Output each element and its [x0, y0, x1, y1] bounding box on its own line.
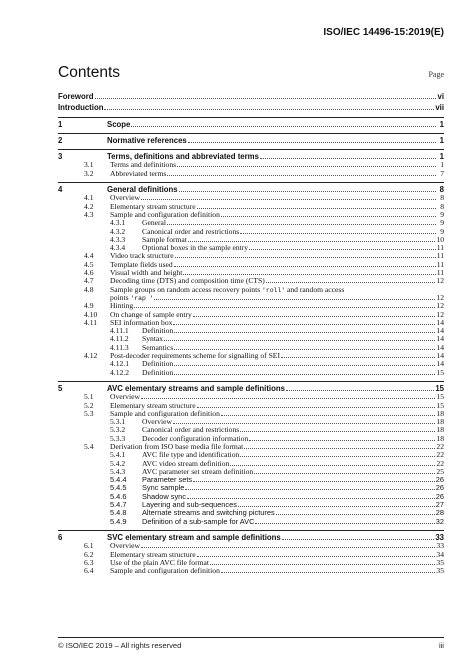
toc-dot-leader: [174, 374, 435, 375]
toc-entry[interactable]: [58, 137, 444, 145]
toc-entry-title-text: SEI information box: [110, 317, 173, 327]
toc-entry-title-text: Sample and configuration definition: [110, 408, 220, 418]
toc-dot-leader: [183, 274, 435, 275]
toc-entry-title-text: Template fields used: [110, 259, 173, 269]
toc-entry-page: 22: [436, 450, 444, 460]
toc-entry-number: 5.4.1: [110, 450, 126, 460]
toc-entry-title: [107, 137, 188, 145]
toc-entry-page: 15: [436, 392, 444, 402]
toc-entry-title-text: Parameter sets: [142, 475, 193, 485]
toc-dot-leader: [134, 307, 435, 308]
toc-dot-leader: [281, 357, 435, 358]
toc-entry-title-text: Elementary stream structure: [110, 549, 196, 559]
toc-dot-leader: [197, 407, 436, 408]
section-divider: [58, 182, 444, 183]
toc-dot-leader: [188, 142, 436, 143]
toc-dot-leader: [173, 324, 435, 325]
toc-entry-title-text: Terms, definitions and abbreviated terms: [107, 152, 259, 162]
toc-entry-number: 4.11.3: [110, 342, 129, 352]
toc-dot-leader: [193, 481, 435, 482]
toc-dot-leader: [276, 514, 435, 515]
toc-entry-title-text: Shadow sync: [142, 491, 186, 501]
toc-entry-page: 18: [436, 408, 444, 418]
toc-entry-number: 5.4.9: [110, 516, 127, 526]
toc-entry-number: 6: [58, 532, 63, 542]
toc-entry-number: 4.9: [84, 301, 94, 311]
toc-dot-leader: [240, 456, 435, 457]
toc-entry-title-text: Elementary stream structure: [110, 400, 196, 410]
toc-entry-title-text: Foreword: [58, 92, 94, 101]
toc-entry-number: 5.4.6: [110, 491, 127, 501]
toc-entry-title-text: Overview: [110, 193, 140, 203]
toc-entry-number: 6.2: [84, 549, 94, 559]
section-divider: [58, 149, 444, 150]
toc-entry-number: 5.3: [84, 408, 94, 418]
toc-dot-leader: [174, 266, 436, 267]
toc-entry-number: 5.4.4: [110, 475, 127, 485]
toc-entry-number: 4.8: [84, 284, 94, 294]
toc-entry-title-text: Video track structure: [110, 251, 174, 261]
toc-entry-number: 5.3.2: [110, 425, 126, 435]
toc-entry[interactable]: [58, 518, 444, 526]
toc-entry-page: 26: [435, 491, 444, 501]
toc-entry-number: 5.4.8: [110, 508, 127, 518]
toc-entry-title-text: Abbreviated terms: [110, 168, 167, 178]
footer-copyright: © ISO/IEC 2019 – All rights reserved: [58, 641, 182, 650]
toc-entry-number: 4.11: [84, 317, 98, 327]
toc-entry-page: 33: [436, 541, 444, 551]
toc-entry-page: 35: [436, 557, 444, 567]
toc-dot-leader: [240, 431, 435, 432]
toc-entry-title-text: Terms and definitions: [110, 160, 177, 170]
toc-dot-leader: [221, 415, 436, 416]
toc-entry-page: 14: [436, 326, 444, 336]
toc-entry-title-text: Alternate streams and switching pictures: [142, 508, 275, 518]
toc-entry-title: [110, 567, 221, 575]
toc-entry-title-text: General: [142, 218, 167, 228]
toc-entry-number: 4.6: [84, 268, 94, 278]
toc-entry-number: 5.4.7: [110, 500, 127, 510]
toc-entry-number: 4.12.2: [110, 367, 129, 377]
toc-entry-page: 1: [439, 119, 444, 129]
toc-entry-page: 25: [436, 466, 444, 476]
toc-entry-title-text: Canonical order and restrictions: [142, 226, 240, 236]
toc-entry-title-text: Hinting: [110, 301, 134, 311]
toc-dot-leader: [221, 572, 436, 573]
toc-dot-leader: [193, 316, 436, 317]
toc-entry-page: 1: [440, 160, 444, 170]
toc-dot-leader: [197, 556, 436, 557]
toc-entry-page: 14: [436, 351, 444, 361]
toc-entry-page: 14: [436, 359, 444, 369]
toc-dot-leader: [238, 506, 435, 507]
toc-entry-number: 2: [58, 135, 63, 145]
toc-entry-title-text: On change of sample entry: [110, 309, 192, 319]
toc-entry-page: 14: [436, 334, 444, 344]
toc-dot-leader: [221, 216, 436, 217]
toc-dot-leader: [95, 98, 436, 99]
toc-entry-title-text: Overview: [142, 417, 172, 427]
toc-entry-title: [142, 518, 255, 526]
toc-entry-number: 4.7: [84, 276, 94, 286]
toc-entry-title-text: Sync sample: [142, 483, 185, 493]
toc-entry-page: 12: [436, 309, 444, 319]
toc-entry-title-text: General definitions: [107, 185, 178, 195]
toc-entry[interactable]: [58, 567, 444, 575]
toc-entry-number: 5.1: [84, 392, 94, 402]
document-id-header: ISO/IEC 14496-15:2019(E): [323, 27, 444, 38]
toc-entry-number: 5.4: [84, 441, 94, 451]
section-divider: [58, 530, 444, 531]
toc-entry[interactable]: [58, 369, 444, 377]
toc-dot-leader: [345, 291, 436, 292]
toc-entry-title: [58, 104, 104, 112]
toc-entry-page: 1: [439, 152, 444, 162]
toc-entry-code: 'roll': [262, 286, 286, 294]
toc-entry-title-text: Overview: [110, 541, 140, 551]
toc-entry-title-text: AVC file type and identification: [142, 450, 240, 460]
toc-entry-page: 12: [436, 292, 444, 302]
toc-entry-page: vi: [437, 92, 444, 101]
toc-entry[interactable]: [58, 104, 444, 112]
toc-dot-leader: [177, 166, 436, 167]
toc-entry-title-text: Decoder configuration information: [142, 433, 249, 443]
toc-entry-page: 9: [440, 218, 444, 228]
toc-entry-number: 4.11.2: [110, 334, 129, 344]
toc-entry-title: [107, 121, 131, 129]
toc-dot-leader: [104, 109, 434, 110]
toc-dot-leader: [185, 489, 434, 490]
toc-entry-number: 5.4.3: [110, 466, 126, 476]
toc-entry-page: 35: [436, 566, 444, 576]
table-of-contents: [58, 93, 444, 575]
toc-entry-number: 5.3.1: [110, 417, 126, 427]
toc-entry-page: 18: [436, 417, 444, 427]
toc-entry-number: 4.3.3: [110, 234, 126, 244]
toc-entry-page: 18: [436, 425, 444, 435]
toc-entry-number: 4.3.2: [110, 226, 126, 236]
toc-entry-title-text: Sample and configuration definition: [110, 209, 220, 219]
toc-entry-title-text: Decoding time (DTS) and composition time (CTS): [110, 276, 265, 286]
toc-dot-leader: [141, 547, 435, 548]
toc-entry-title: [110, 170, 167, 178]
toc-entry-title-text: Definition of a sub-sample for AVC: [142, 516, 255, 526]
toc-entry-code: 'rap ': [130, 294, 154, 302]
toc-dot-leader: [260, 158, 436, 159]
toc-entry-page: 11: [436, 251, 444, 261]
toc-entry-number: 6.3: [84, 557, 94, 567]
toc-entry-page: 12: [436, 301, 444, 311]
toc-entry-page: 8: [440, 193, 444, 203]
toc-dot-leader: [286, 390, 434, 391]
toc-entry[interactable]: [58, 121, 444, 129]
toc-dot-leader: [167, 175, 436, 176]
toc-dot-leader: [266, 282, 436, 283]
toc-dot-leader: [179, 191, 436, 192]
toc-entry-number: 4.5: [84, 259, 94, 269]
toc-entry-page: 32: [435, 516, 444, 526]
toc-dot-leader: [210, 564, 435, 565]
toc-entry[interactable]: [58, 93, 444, 101]
toc-entry-title-text: Definition: [142, 367, 174, 377]
toc-dot-leader: [197, 208, 436, 209]
toc-dot-leader: [282, 539, 435, 540]
toc-entry-page: 22: [436, 441, 444, 451]
toc-entry-title-text: AVC video stream definition: [142, 458, 230, 468]
toc-dot-leader: [174, 332, 435, 333]
page-title: Contents: [58, 64, 121, 81]
toc-entry-title-text: Introduction: [58, 103, 104, 113]
toc-entry-number: 3.1: [84, 160, 94, 170]
toc-entry-number: 4.10: [84, 309, 98, 319]
toc-entry-title-text: Sample groups on random access recovery points: [110, 284, 263, 294]
toc-entry-number: 3.2: [84, 168, 94, 178]
page-column-label: Page: [428, 70, 444, 79]
footer-divider: [58, 637, 444, 638]
toc-entry-page: 8: [440, 201, 444, 211]
toc-entry-page: 26: [435, 475, 444, 485]
toc-entry-title-text: Definition: [142, 326, 174, 336]
toc-entry-page: 15: [436, 400, 444, 410]
toc-entry-number: 4.4: [84, 251, 94, 261]
toc-entry-page: 11: [436, 268, 444, 278]
toc-entry-page: 1: [439, 135, 444, 145]
toc-entry-page: 33: [435, 532, 444, 542]
toc-entry-page: 14: [436, 317, 444, 327]
toc-entry-title-text: AVC parameter set stream definition: [142, 466, 254, 476]
toc-dot-leader: [174, 365, 435, 366]
toc-dot-leader: [174, 349, 435, 350]
toc-entry-title-text: Semantics: [142, 342, 174, 352]
toc-entry[interactable]: [58, 170, 444, 178]
toc-dot-leader: [254, 473, 435, 474]
toc-entry-page: 11: [436, 259, 444, 269]
toc-entry-number: 4.12.1: [110, 359, 129, 369]
toc-entry-number: 5.2: [84, 400, 94, 410]
toc-entry-page: 26: [435, 483, 444, 493]
toc-dot-leader: [164, 340, 435, 341]
toc-entry-page: 14: [436, 342, 444, 352]
toc-entry-page: 28: [435, 508, 444, 518]
toc-dot-leader: [249, 249, 436, 250]
toc-entry-page: 15: [435, 383, 444, 393]
toc-entry-page: 10: [436, 234, 444, 244]
toc-entry-number: 5.4.2: [110, 458, 126, 468]
toc-entry-title-text: SVC elementary stream and sample definitions: [107, 532, 281, 542]
toc-entry-number: 4.3.1: [110, 218, 126, 228]
toc-entry-title-text: Sample format: [142, 234, 187, 244]
toc-entry-page: 9: [440, 209, 444, 219]
toc-entry-page: 15: [436, 367, 444, 377]
toc-dot-leader: [187, 498, 435, 499]
toc-entry-number: 6.4: [84, 566, 94, 576]
toc-dot-leader: [240, 233, 436, 234]
toc-entry-page: 18: [436, 433, 444, 443]
toc-entry-title: [58, 93, 95, 101]
toc-entry-number: 4.1: [84, 193, 94, 203]
toc-entry-title-text: Visual width and height: [110, 268, 183, 278]
toc-entry-title-text: AVC elementary streams and sample definitions: [107, 383, 285, 393]
section-divider: [58, 381, 444, 382]
toc-entry-title-text: Layering and sub-sequences: [142, 500, 237, 510]
toc-entry-number: 4.3: [84, 209, 94, 219]
toc-entry-title-text: Use of the plain AVC file format: [110, 557, 209, 567]
toc-dot-leader: [167, 224, 436, 225]
toc-dot-leader: [188, 241, 435, 242]
footer-page-number: iii: [438, 641, 444, 650]
toc-entry-number: 4: [58, 185, 63, 195]
toc-entry-title: [110, 352, 281, 360]
toc-entry-number: 6.1: [84, 541, 94, 551]
toc-entry-title-text: Optional boxes in the sample entry: [142, 243, 249, 253]
toc-entry-page: 8: [439, 185, 444, 195]
toc-dot-leader: [173, 423, 435, 424]
toc-dot-leader: [249, 440, 435, 441]
toc-dot-leader: [154, 299, 435, 300]
toc-entry-page: vii: [435, 103, 444, 113]
toc-entry-title-text: Definition: [142, 359, 174, 369]
toc-dot-leader: [175, 257, 436, 258]
toc-dot-leader: [131, 126, 436, 127]
toc-entry-page: 7: [440, 168, 444, 178]
toc-entry-title: [142, 369, 174, 377]
toc-entry-number: 1: [58, 119, 63, 129]
toc-entry-number: 4.2: [84, 201, 94, 211]
toc-entry-number: 5.3.3: [110, 433, 126, 443]
toc-entry-title-text: Syntax: [142, 334, 164, 344]
toc-dot-leader: [141, 398, 435, 399]
section-divider: [58, 133, 444, 134]
toc-entry-number: 5: [58, 383, 63, 393]
toc-entry-title-text: Derivation from ISO base media file format: [110, 441, 244, 451]
toc-dot-leader: [230, 465, 435, 466]
toc-entry-page: 9: [440, 226, 444, 236]
toc-entry-title-text: Overview: [110, 392, 140, 402]
toc-entry-page: 34: [436, 549, 444, 559]
toc-entry-page: 22: [436, 458, 444, 468]
toc-entry-title-text: Canonical order and restrictions: [142, 425, 240, 435]
toc-entry-number: 4.11.1: [110, 326, 129, 336]
toc-entry-title-text: Post-decoder requirements scheme for signalling of SEI: [110, 351, 280, 361]
toc-entry-number: 4.12: [84, 351, 98, 361]
toc-dot-leader: [244, 448, 435, 449]
toc-entry-page: 27: [435, 500, 444, 510]
toc-entry-page: 12: [436, 276, 444, 286]
toc-entry-number: 3: [58, 152, 63, 162]
toc-entry-title-text: Scope: [107, 119, 131, 129]
toc-entry-number: 5.4.5: [110, 483, 127, 493]
toc-entry-title-text: Elementary stream structure: [110, 201, 196, 211]
toc-entry-page: 11: [436, 243, 444, 253]
toc-dot-leader: [141, 199, 436, 200]
section-divider: [58, 117, 444, 118]
toc-entry-number: 4.3.4: [110, 243, 126, 253]
toc-entry-title-text: points: [110, 292, 131, 302]
toc-entry-title-text: and random access: [285, 284, 345, 294]
toc-entry-title-text: Sample and configuration definition: [110, 566, 220, 576]
toc-entry-title-text: Normative references: [107, 135, 187, 145]
toc-dot-leader: [255, 523, 434, 524]
